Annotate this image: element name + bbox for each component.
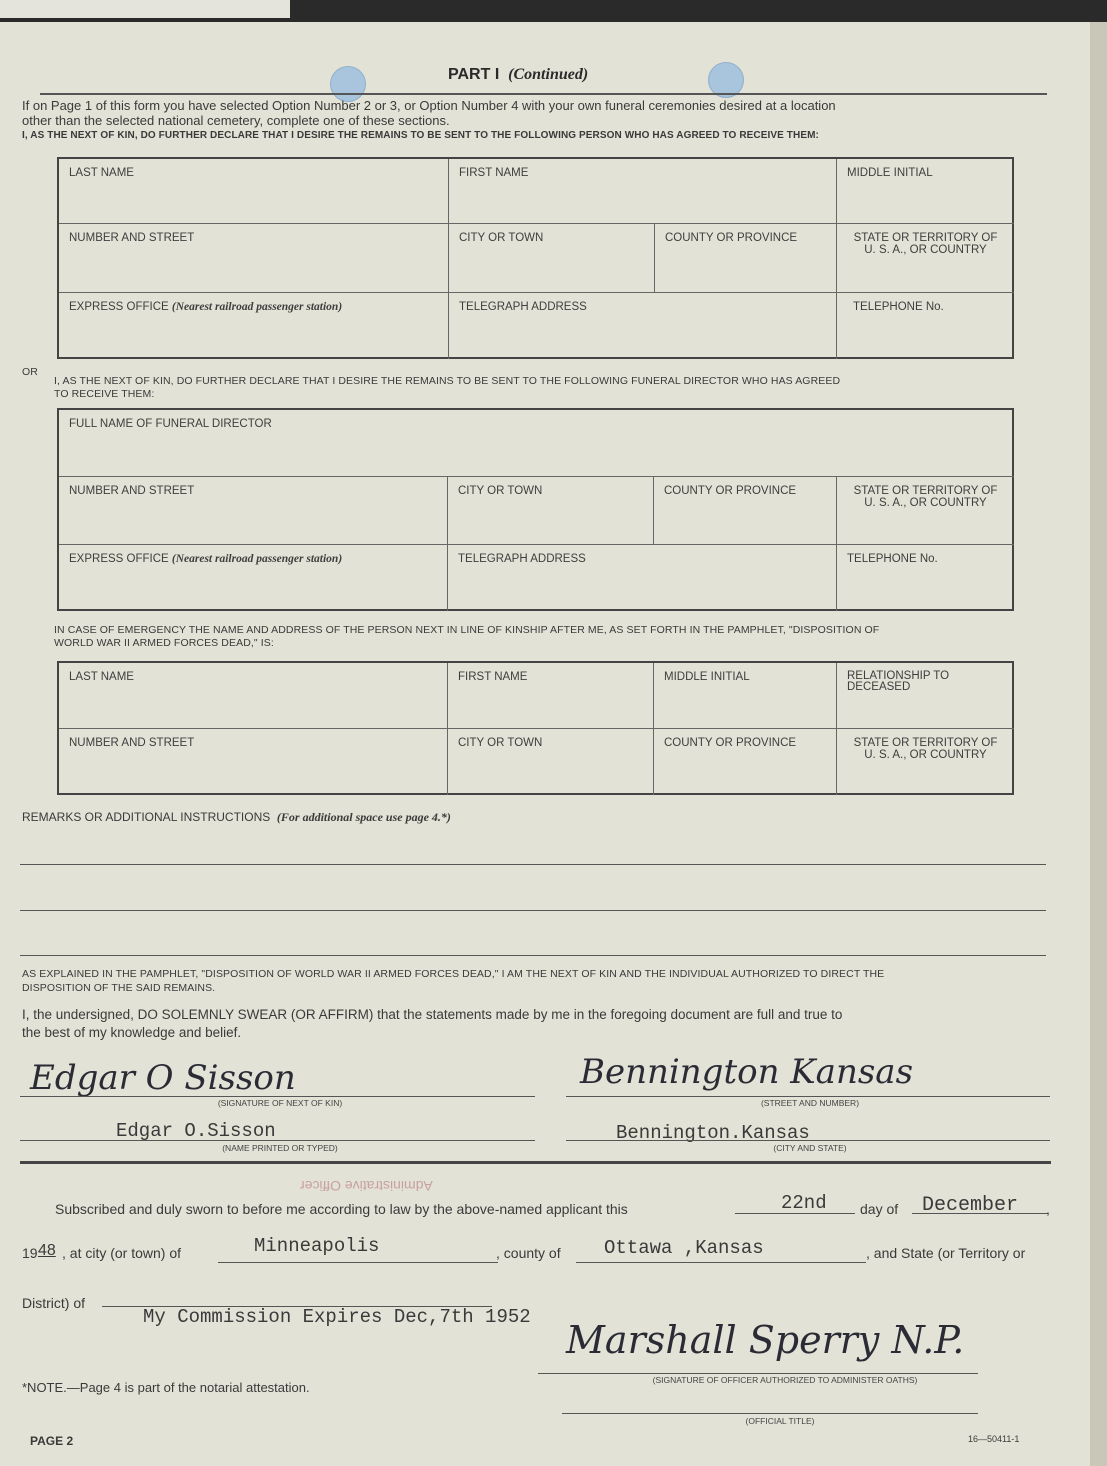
director-express-field[interactable]: EXPRESS OFFICE (Nearest railroad passenger station) [59, 545, 448, 611]
express-office-field[interactable]: EXPRESS OFFICE (Nearest railroad passenger station) [59, 293, 449, 359]
officer-caption: (SIGNATURE OF OFFICER AUTHORIZED TO ADMINISTER OATHS) [652, 1375, 918, 1385]
city-of-line[interactable] [218, 1262, 498, 1263]
year-value: 48 [38, 1242, 56, 1259]
city-typed: Bennington.Kansas [616, 1122, 810, 1144]
intro-text: If on Page 1 of this form you have selected Option Number 2 or 3, or Option Number 4 with your own funeral ceremonies desired at a location other than the selected national cemetery, complete one of these sections. I, AS THE NEXT OF KIN, DO FURTHER DECLARE THAT I DESIRE THE REMAINS TO BE SENT TO THE FOLLOWING PERSON WHO HAS AGREED TO RECEIVE THEM: [22, 98, 836, 141]
remarks-line-1[interactable] [20, 864, 1046, 865]
official-title-line[interactable] [562, 1413, 978, 1414]
faint-stamp: Administrative Officer [300, 1178, 433, 1194]
remarks-line-3[interactable] [20, 955, 1046, 956]
form-number: 16—50411-1 [968, 1434, 1020, 1444]
month-value: December [922, 1194, 1019, 1217]
recipient-person-box [57, 157, 1014, 359]
kin-county-field[interactable]: COUNTY OR PROVINCE [654, 729, 837, 795]
oath-text: I, the undersigned, DO SOLEMNLY SWEAR (OR AFFIRM) that the statements made by me in the foregoing document are full and true to the best of my knowledge and belief. [22, 1007, 843, 1040]
director-county-field[interactable]: COUNTY OR PROVINCE [654, 477, 837, 545]
kin-city-field[interactable]: CITY OR TOWN [448, 729, 654, 795]
last-name-field[interactable]: LAST NAME [59, 159, 449, 224]
name-caption: (NAME PRINTED OR TYPED) [222, 1143, 338, 1153]
funeral-director-name-field[interactable]: FULL NAME OF FUNERAL DIRECTOR [59, 410, 1014, 477]
name-typed: Edgar O.Sisson [116, 1120, 276, 1142]
funeral-director-box [57, 408, 1014, 611]
district-text: District) of [22, 1295, 85, 1311]
or-label: OR [22, 366, 38, 378]
declare-director-text: I, AS THE NEXT OF KIN, DO FURTHER DECLARE THAT I DESIRE THE REMAINS TO BE SENT TO THE FOLLOWING FUNERAL DIRECTOR WHO HAS AGREED TO RECEIVE THEM: [54, 375, 841, 400]
at-city-text: , at city (or town) of [62, 1245, 182, 1261]
county-province-field[interactable]: COUNTY OR PROVINCE [655, 224, 837, 293]
middle-initial-field[interactable]: MIDDLE INITIAL [837, 159, 1014, 224]
telephone-field[interactable]: TELEPHONE No. [853, 301, 944, 313]
day-of-text: day of [860, 1201, 899, 1217]
city-value: Minneapolis [254, 1235, 380, 1257]
state-text: , and State (or Territory or [866, 1245, 1026, 1261]
commission-text: My Commission Expires Dec,7th 1952 [143, 1306, 531, 1328]
first-name-field[interactable]: FIRST NAME [449, 159, 837, 224]
kin-first-name-field[interactable]: FIRST NAME [448, 663, 654, 729]
scan-paper-corner [0, 0, 290, 18]
kin-middle-initial-field[interactable]: MIDDLE INITIAL [654, 663, 837, 729]
kin-last-name-field[interactable]: LAST NAME [59, 663, 448, 729]
county-of-text: , county of [496, 1245, 561, 1261]
officer-signature: Marshall Sperry N.P. [566, 1318, 965, 1362]
header-rule [40, 93, 1047, 95]
page-number: PAGE 2 [30, 1434, 74, 1448]
county-line[interactable] [576, 1262, 866, 1263]
street-caption: (STREET AND NUMBER) [760, 1098, 860, 1108]
official-title-caption: (OFFICIAL TITLE) [745, 1416, 815, 1426]
street-handwritten: Bennington Kansas [580, 1052, 914, 1092]
year-prefix: 19 [22, 1245, 38, 1261]
county-value: Ottawa ,Kansas [604, 1237, 764, 1259]
signature-line[interactable] [20, 1096, 535, 1097]
footer-note: *NOTE.—Page 4 is part of the notarial attestation. [22, 1380, 310, 1395]
scan-top-border [0, 0, 1107, 22]
director-city-field[interactable]: CITY OR TOWN [448, 477, 654, 545]
kin-relationship-field[interactable]: RELATIONSHIP TO DECEASED [837, 663, 1014, 729]
subscribed-text: Subscribed and duly sworn to before me according to law by the above-named applicant this [55, 1201, 628, 1217]
part-heading: PART I (Continued) [448, 66, 589, 83]
next-kin-box [57, 661, 1014, 795]
scan-right-edge [1090, 22, 1107, 1466]
city-line[interactable] [566, 1140, 1050, 1141]
comma: , [1046, 1201, 1050, 1217]
city-town-field[interactable]: CITY OR TOWN [449, 224, 655, 293]
emergency-text: IN CASE OF EMERGENCY THE NAME AND ADDRESS OF THE PERSON NEXT IN LINE OF KINSHIP AFTER ME, AS SET FORTH IN THE PAMPHLET, "DISPOSITION OF WORLD WAR II ARMED FORCES DEAD," IS: [54, 624, 880, 649]
explained-text: AS EXPLAINED IN THE PAMPHLET, "DISPOSITION OF WORLD WAR II ARMED FORCES DEAD," I AM THE NEXT OF KIN AND THE INDIVIDUAL AUTHORIZED TO DIRECT THE DISPOSITION OF THE SAID REMAINS. [22, 968, 885, 994]
next-of-kin-signature: Edgar O Sisson [30, 1058, 296, 1098]
city-caption: (CITY AND STATE) [773, 1143, 847, 1153]
section-divider [20, 1161, 1051, 1164]
remarks-line-2[interactable] [20, 910, 1046, 911]
street-line[interactable] [566, 1096, 1050, 1097]
remarks-label: REMARKS OR ADDITIONAL INSTRUCTIONS (For additional space use page 4.*) [22, 810, 451, 824]
punch-hole-left [330, 66, 366, 102]
day-value: 22nd [781, 1192, 827, 1214]
kin-state-field[interactable]: STATE OR TERRITORY OF U. S. A., OR COUNTRY [853, 737, 998, 761]
director-telephone-field[interactable]: TELEPHONE No. [847, 553, 938, 565]
kin-street-field[interactable]: NUMBER AND STREET [59, 729, 448, 795]
director-state-field[interactable]: STATE OR TERRITORY OF U. S. A., OR COUNTRY [837, 477, 1014, 545]
name-line[interactable] [20, 1140, 535, 1141]
director-street-field[interactable]: NUMBER AND STREET [59, 477, 448, 545]
signature-caption: (SIGNATURE OF NEXT OF KIN) [217, 1098, 343, 1108]
telegraph-address-field[interactable]: TELEGRAPH ADDRESS [449, 293, 837, 359]
director-telegraph-field[interactable]: TELEGRAPH ADDRESS [448, 545, 837, 611]
officer-signature-line[interactable] [538, 1373, 978, 1374]
state-country-field[interactable]: STATE OR TERRITORY OF U. S. A., OR COUNTRY [837, 224, 1014, 293]
number-street-field[interactable]: NUMBER AND STREET [59, 224, 449, 293]
